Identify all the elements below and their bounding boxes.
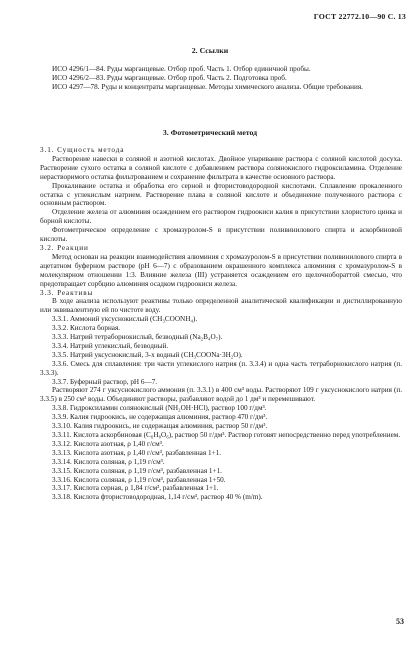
subsection-3-1-title: 3.1. Сущность метода	[40, 146, 125, 154]
references-block	[40, 65, 402, 92]
section-3-title: 3. Фотометрический метод	[162, 128, 258, 137]
reagent-num: 3.3.1.	[52, 315, 69, 324]
reagent-item	[40, 476, 402, 485]
reagent-num: 3.3.16.	[52, 475, 72, 484]
reference-2: ИСО 4296/2—83. Руды марганцевые. Отбор проб. Часть 2. Подготовка проб.	[52, 73, 287, 82]
reagent-num: 3.3.4.	[52, 341, 69, 350]
reagent-text: Калия гидроокись, не содержащая алюминия, раствор 470 г/дм³.	[69, 413, 268, 422]
reagent-item	[40, 342, 402, 351]
reagent-item	[40, 493, 402, 502]
subsection-3-3-title: 3.3. Реактивы	[40, 288, 94, 297]
reagent-num: 3.3.6.	[52, 359, 69, 368]
reagent-text: Смесь для сплавления: три части углекислого натрия (п. 3.3.4) и одна часть тетраборнокислого натрия (п. 3.3.3).	[40, 359, 403, 377]
reagent-item	[40, 386, 402, 404]
reagent-item	[40, 324, 402, 333]
reagent-num: 3.3.2.	[52, 324, 69, 333]
reagent-num: 3.3.14.	[52, 457, 72, 466]
reference-1: ИСО 4296/1—84. Руды марганцевые. Отбор проб. Часть 1. Отбор единичной пробы.	[52, 65, 311, 73]
reagent-text: Натрий углекислый, безводный.	[69, 341, 169, 350]
section-2-title: 2. Ссылки	[191, 46, 229, 55]
reagent-num: 3.3.10.	[52, 422, 72, 431]
paragraph-3-1-b: Прокаливание остатка и обработка его серной и фтористоводородной кислотами. Сплавление прокаленного остатка с углекислым натрием. Растворение плава в соляной кислоте и объединение полученного раствора с основным раствором.	[40, 181, 402, 208]
reagent-num: 3.3.12.	[52, 439, 72, 448]
reference-3: ИСО 4297—78. Руды и концентраты марганцевые. Методы химического анализа. Общие требования.	[52, 82, 363, 91]
reagent-num: 3.3.15.	[52, 466, 72, 475]
reagent-num: 3.3.5.	[52, 350, 69, 359]
reagent-item	[40, 458, 402, 467]
reagent-text: Буферный раствор, pH 6—7.	[69, 377, 158, 386]
reagent-text: Калия гидроокись, не содержащая алюминия, раствор 50 г/дм³.	[73, 422, 268, 431]
reagent-item	[40, 467, 402, 476]
reagent-item	[40, 351, 402, 360]
reagent-text: Кислота серная, ρ 1,84 г/см³, разбавленная 1+1.	[73, 484, 219, 493]
reagent-num: 3.3.7.	[52, 377, 69, 386]
section-3-body	[40, 146, 402, 502]
page-header: ГОСТ 22772.10—90 С. 13	[313, 12, 406, 21]
reagent-text: Кислота борная.	[69, 324, 121, 333]
reagent-list	[40, 315, 402, 502]
reagent-num: 3.3.3.	[52, 333, 69, 342]
reagent-text: Кислота соляная, ρ 1,19 г/см³, разбавленная 1+50.	[73, 475, 226, 484]
reagent-text: Гидроксиламин солянокислый (NH₂OH·HCl), раствор 100 г/дм³.	[69, 404, 267, 413]
reagent-num: 3.3.13.	[52, 448, 72, 457]
reagent-text: Натрий тетраборнокислый, безводный (Na₂B₄O₇).	[69, 333, 223, 342]
reagent-text: Натрий уксуснокислый, 3-х водный (CH₃COONa·3H₂O).	[69, 350, 243, 359]
reagent-num: 3.3.18.	[52, 493, 72, 502]
reagent-item	[40, 333, 402, 342]
reagent-item	[40, 422, 402, 431]
reagent-item	[40, 315, 402, 324]
reagent-item	[40, 378, 402, 387]
reagent-item	[40, 404, 402, 413]
reagent-text: Растворяют 274 г уксуснокислого аммония (п. 3.3.1) в 400 см³ воды. Растворяют 109 г уксуснокислого натрия (п. 3.3.5) в 250 см³ воды. Объединяют растворы, разбавляют водой до 1 дм³ и перемешивают.	[40, 386, 402, 404]
reagent-text: Кислота азотная, ρ 1,40 г/см³.	[73, 439, 164, 448]
reagent-item	[40, 431, 402, 440]
paragraph-3-3-intro: В ходе анализа используют реактивы только определенной аналитической квалификации и дистиллированную или эквивалентную ей по чистоте воду.	[40, 297, 402, 315]
paragraph-3-2: Метод основан на реакции взаимодействия алюминия с хромазуролом-S в присутствии поливинилового спирта в ацетатном буферном растворе (pH 6—7) с образованием окрашенного комплекса алюминия с хромазуролом-S в молекулярном отношении 1:3. Влияние железа (III) устраняется осаждением его щелочнобораттой смесью, что предотвращает сорбцию алюминия осадком гидроокиси железа.	[40, 252, 402, 288]
reagent-text: Аммоний уксуснокислый (CH₃COONH₄).	[69, 315, 198, 324]
reagent-num: 3.3.9.	[52, 413, 69, 422]
subsection-3-2-title: 3.2. Реакции	[40, 243, 89, 252]
page-number: 53	[396, 617, 404, 626]
reagent-item	[40, 440, 402, 449]
reagent-item	[40, 449, 402, 458]
reagent-text: Кислота аскорбиновая (C₆H₈O₆), раствор 50 г/дм³. Раствор готовят непосредственно перед употреблением.	[73, 431, 401, 439]
reagent-num: 3.3.11.	[52, 431, 72, 439]
paragraph-3-1-c: Отделение железа от алюминия осаждением его раствором гидроокиси калия в присутствии хлористого цинка и борной кислоты.	[40, 208, 402, 226]
paragraph-3-1-a: Растворение навески в соляной и азотной кислотах. Двойное упаривание раствора с соляной кислотой досуха. Растворение сухого остатка в соляной кислоте с добавлением раствора солянокислого гидроксиламина. Отделение нерастворимого остатка фильтрованием и сохранение фильтрата в качестве основного раствора.	[40, 154, 402, 181]
reagent-num: 3.3.8.	[52, 404, 69, 413]
reagent-item	[40, 360, 402, 378]
reagent-text: Кислота фтористоводородная, 1,14 г/см³, раствор 40 % (m/m).	[73, 493, 263, 502]
reagent-item	[40, 484, 402, 493]
reagent-num: 3.3.17.	[52, 484, 72, 493]
paragraph-3-1-d: Фотометрическое определение с хромазуролом-S в присутствии поливинилового спирта и аскорбиновой кислоты.	[40, 226, 402, 244]
reagent-item	[40, 413, 402, 422]
reagent-text: Кислота соляная, ρ 1,19 г/см³, разбавленная 1+1.	[73, 466, 222, 475]
reagent-text: Кислота азотная, ρ 1,40 г/см³, разбавленная 1+1.	[73, 448, 222, 457]
reagent-text: Кислота соляная, ρ 1,19 г/см³.	[73, 457, 165, 466]
